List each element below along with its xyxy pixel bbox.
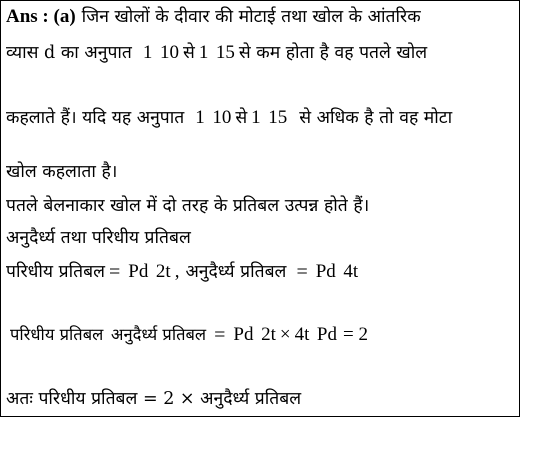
para1-line3-post: से अधिक है तो वह मोटा bbox=[299, 108, 453, 128]
fraction-numerator: Pd bbox=[128, 261, 149, 282]
fraction-1-15 bbox=[198, 41, 236, 65]
fraction-pd-4t bbox=[315, 260, 359, 284]
fraction-denominator: अनुदैर्ध्य प्रतिबल bbox=[110, 325, 207, 344]
fraction-1-10 bbox=[142, 41, 180, 65]
fraction-numerator: 4t bbox=[294, 324, 310, 345]
conclusion-line bbox=[6, 387, 301, 411]
fraction-denominator: 4t bbox=[343, 261, 359, 282]
se-word: से bbox=[235, 108, 248, 128]
para1-line2-post: से कम होता है वह पतले खोल bbox=[238, 43, 428, 63]
para2-line1: पतले बेलनाकार खोल में दो तरह के प्रतिबल उत्पन्न होते हैं। bbox=[6, 196, 370, 216]
hoop-stress-label: परिधीय प्रतिबल bbox=[6, 262, 105, 282]
para1-line4: खोल कहलाता है। bbox=[6, 162, 118, 182]
fraction-numerator: परिधीय प्रतिबल bbox=[10, 325, 104, 344]
equals-sign: = bbox=[296, 261, 308, 283]
para1-line3-pre: कहलाते हैं। यदि यह अनुपात bbox=[6, 108, 185, 128]
fraction-denominator: 2t bbox=[261, 324, 276, 345]
answer-line-1 bbox=[6, 5, 421, 29]
equals-sign: = bbox=[214, 324, 226, 346]
answer-line-5 bbox=[6, 194, 369, 218]
fraction-1-10 bbox=[194, 106, 232, 130]
fraction-numerator: 1 bbox=[142, 42, 153, 63]
fraction-numerator: Pd bbox=[315, 261, 336, 282]
fraction-denominator: Pd bbox=[316, 324, 337, 345]
equation-2 bbox=[6, 323, 368, 347]
fraction-numerator: 1 bbox=[251, 107, 261, 128]
stress-ratio-fraction bbox=[9, 323, 207, 347]
answer-line-6 bbox=[6, 226, 191, 250]
times-sign: × bbox=[279, 324, 291, 345]
fraction-denominator: 15 bbox=[268, 107, 288, 128]
fraction-denominator: 10 bbox=[212, 107, 232, 128]
fraction-denominator: 2t bbox=[155, 261, 171, 282]
para1-line1: जिन खोलों के दीवार की मोटाई तथा खोल के आंतरिक bbox=[81, 7, 421, 27]
comma: , bbox=[174, 261, 180, 282]
para2-line2: अनुदैर्ध्य तथा परिधीय प्रतिबल bbox=[6, 228, 191, 248]
longitudinal-stress-label: अनुदैर्ध्य प्रतिबल bbox=[185, 262, 287, 282]
fraction-numerator: 1 bbox=[198, 42, 209, 63]
result-equals-2: = 2 bbox=[343, 324, 368, 345]
equals-sign: = bbox=[108, 261, 121, 283]
fraction-numerator: Pd bbox=[233, 324, 254, 345]
answer-line-3 bbox=[6, 106, 452, 130]
answer-prefix: Ans : (a) bbox=[6, 6, 76, 27]
fraction-1-15 bbox=[250, 106, 288, 130]
para1-line2-pre: व्यास d का अनुपात bbox=[6, 43, 132, 63]
se-word: से bbox=[182, 43, 195, 63]
fraction-4t-pd bbox=[294, 323, 338, 347]
fraction-pd-2t bbox=[127, 260, 171, 284]
fraction-denominator: 15 bbox=[215, 42, 235, 63]
conclusion: अतः परिधीय प्रतिबल = 2 × अनुदैर्ध्य प्रतिबल bbox=[6, 389, 302, 409]
fraction-pd-2t bbox=[232, 323, 276, 347]
answer-line-4 bbox=[6, 160, 117, 184]
answer-line-2 bbox=[6, 41, 427, 65]
equation-1 bbox=[6, 260, 362, 284]
fraction-numerator: 1 bbox=[195, 107, 205, 128]
fraction-denominator: 10 bbox=[159, 42, 179, 63]
